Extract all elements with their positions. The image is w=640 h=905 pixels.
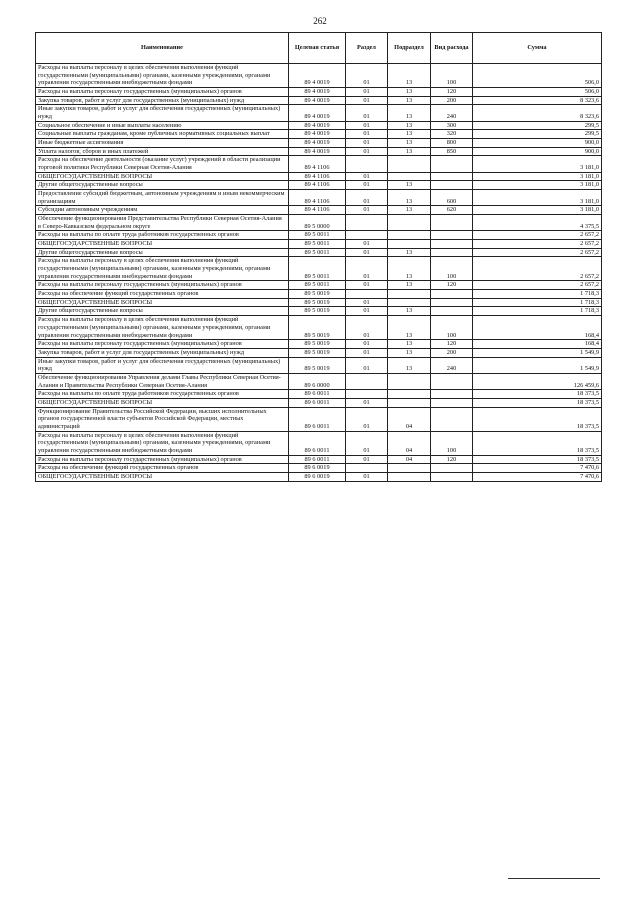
cell-name: Функционирование Правительства Российской Федерации, высших исполнительных органов государственной власти субъектов Российской Федерации, местных администраций	[36, 407, 289, 431]
cell-section: 01	[346, 121, 388, 130]
cell-target-article: 89 5 0011	[289, 248, 346, 257]
cell-subsection	[388, 231, 431, 240]
cell-amount: 8 323,6	[473, 105, 602, 121]
cell-name: Расходы на выплаты персоналу государственных (муниципальных) органов	[36, 281, 289, 290]
cell-target-article: 89 5 0019	[289, 307, 346, 316]
cell-amount: 2 657,2	[473, 257, 602, 281]
cell-section: 01	[346, 316, 388, 340]
cell-expense-type: 120	[431, 281, 473, 290]
table-row	[36, 357, 602, 373]
cell-target-article: 89 5 0019	[289, 290, 346, 299]
cell-name: Социальные выплаты гражданам, кроме публичных нормативных социальных выплат	[36, 130, 289, 139]
cell-subsection: 13	[388, 88, 431, 97]
cell-name: Иные закупки товаров, работ и услуг для обеспечения государственных (муниципальных) нужд	[36, 105, 289, 121]
table-row	[36, 88, 602, 97]
cell-name: Расходы на выплаты персоналу государственных (муниципальных) органов	[36, 340, 289, 349]
cell-subsection	[388, 298, 431, 307]
cell-name: Расходы на выплаты персоналу государственных (муниципальных) органов	[36, 88, 289, 97]
cell-target-article: 89 6 0011	[289, 407, 346, 431]
cell-expense-type: 620	[431, 206, 473, 215]
cell-subsection	[388, 472, 431, 481]
cell-subsection	[388, 172, 431, 181]
cell-section: 01	[346, 281, 388, 290]
cell-amount: 299,5	[473, 130, 602, 139]
cell-amount: 168,4	[473, 316, 602, 340]
cell-target-article: 89 5 0011	[289, 257, 346, 281]
cell-subsection: 13	[388, 281, 431, 290]
cell-section: 01	[346, 206, 388, 215]
cell-name: Другие общегосударственные вопросы	[36, 248, 289, 257]
cell-name: Расходы на выплаты по оплате труда работников государственных органов	[36, 390, 289, 399]
cell-subsection: 13	[388, 348, 431, 357]
cell-target-article: 89 5 0019	[289, 340, 346, 349]
table-row	[36, 156, 602, 172]
table-row	[36, 398, 602, 407]
cell-target-article: 89 6 0011	[289, 455, 346, 464]
cell-amount: 2 657,2	[473, 231, 602, 240]
cell-amount: 506,0	[473, 88, 602, 97]
cell-section	[346, 464, 388, 473]
cell-target-article: 89 4 0019	[289, 121, 346, 130]
cell-name: Другие общегосударственные вопросы	[36, 181, 289, 190]
cell-expense-type: 100	[431, 64, 473, 88]
cell-amount: 18 373,5	[473, 390, 602, 399]
cell-subsection	[388, 398, 431, 407]
cell-expense-type: 120	[431, 88, 473, 97]
cell-name: ОБЩЕГОСУДАРСТВЕННЫЕ ВОПРОСЫ	[36, 398, 289, 407]
cell-amount: 8 323,6	[473, 96, 602, 105]
cell-amount: 3 181,0	[473, 190, 602, 206]
cell-section: 01	[346, 88, 388, 97]
cell-expense-type: 200	[431, 96, 473, 105]
cell-target-article: 89 4 0019	[289, 96, 346, 105]
table-row	[36, 240, 602, 249]
table-row	[36, 147, 602, 156]
header-section: Раздел	[346, 33, 388, 64]
cell-section: 01	[346, 190, 388, 206]
cell-expense-type	[431, 248, 473, 257]
cell-target-article: 89 5 0019	[289, 298, 346, 307]
cell-expense-type	[431, 472, 473, 481]
cell-amount: 2 657,2	[473, 240, 602, 249]
cell-expense-type: 600	[431, 190, 473, 206]
cell-target-article: 89 4 0019	[289, 147, 346, 156]
table-row	[36, 472, 602, 481]
cell-expense-type: 800	[431, 139, 473, 148]
cell-target-article: 89 4 1106	[289, 156, 346, 172]
table-row	[36, 431, 602, 455]
cell-target-article: 89 5 0019	[289, 316, 346, 340]
cell-amount: 2 657,2	[473, 281, 602, 290]
cell-target-article: 89 6 0011	[289, 398, 346, 407]
cell-name: Расходы на обеспечение функций государственных органов	[36, 464, 289, 473]
cell-name: Иные бюджетные ассигнования	[36, 139, 289, 148]
cell-expense-type: 100	[431, 316, 473, 340]
cell-expense-type	[431, 390, 473, 399]
header-amount: Сумма	[473, 33, 602, 64]
cell-amount: 168,4	[473, 340, 602, 349]
cell-expense-type: 850	[431, 147, 473, 156]
cell-name: Иные закупки товаров, работ и услуг для обеспечения государственных (муниципальных) нужд	[36, 357, 289, 373]
cell-name: Закупка товаров, работ и услуг для государственных (муниципальных) нужд	[36, 96, 289, 105]
budget-table	[35, 32, 602, 482]
cell-amount: 18 373,5	[473, 407, 602, 431]
table-row	[36, 121, 602, 130]
cell-subsection: 04	[388, 455, 431, 464]
table-row	[36, 455, 602, 464]
cell-expense-type: 240	[431, 105, 473, 121]
cell-section: 01	[346, 472, 388, 481]
table-row	[36, 172, 602, 181]
cell-name: Уплата налогов, сборов и иных платежей	[36, 147, 289, 156]
cell-section: 01	[346, 407, 388, 431]
cell-amount: 7 470,6	[473, 472, 602, 481]
cell-section	[346, 215, 388, 231]
cell-name: Расходы на обеспечение функций государственных органов	[36, 290, 289, 299]
cell-name: Расходы на обеспечение деятельности (оказание услуг) учреждений в области реализации торговой политики Республики Северная Осетия-Алания	[36, 156, 289, 172]
header-subsection: Подраздел	[388, 33, 431, 64]
cell-section: 01	[346, 398, 388, 407]
cell-section	[346, 231, 388, 240]
cell-amount: 3 181,0	[473, 156, 602, 172]
cell-subsection: 13	[388, 190, 431, 206]
cell-section: 01	[346, 130, 388, 139]
page-number: 262	[313, 16, 327, 26]
cell-amount: 3 181,0	[473, 206, 602, 215]
cell-section: 01	[346, 248, 388, 257]
cell-subsection: 13	[388, 248, 431, 257]
cell-amount: 1 718,3	[473, 307, 602, 316]
cell-subsection	[388, 373, 431, 389]
cell-expense-type: 120	[431, 455, 473, 464]
cell-expense-type	[431, 464, 473, 473]
cell-section: 01	[346, 455, 388, 464]
cell-name: Расходы на выплаты персоналу государственных (муниципальных) органов	[36, 455, 289, 464]
table-row	[36, 390, 602, 399]
cell-expense-type	[431, 231, 473, 240]
cell-amount: 900,0	[473, 139, 602, 148]
cell-amount: 18 373,5	[473, 431, 602, 455]
cell-name: ОБЩЕГОСУДАРСТВЕННЫЕ ВОПРОСЫ	[36, 298, 289, 307]
cell-expense-type	[431, 290, 473, 299]
cell-name: Социальное обеспечение и иные выплаты населению	[36, 121, 289, 130]
header-row	[36, 33, 602, 64]
table-row	[36, 206, 602, 215]
cell-subsection	[388, 156, 431, 172]
cell-expense-type	[431, 373, 473, 389]
cell-name: Расходы на выплаты персоналу в целях обеспечения выполнения функций государственными (муниципальными) органами, казенными учреждениями, органами управления государственными внебюджетными фондами	[36, 64, 289, 88]
cell-expense-type	[431, 298, 473, 307]
cell-name: Обеспечение функционирования Управления делами Главы Республики Северная Осетия-Алания и Правительства Республики Северная Осетия-Алания	[36, 373, 289, 389]
footer-rule	[508, 878, 600, 879]
table-row	[36, 307, 602, 316]
table-row	[36, 464, 602, 473]
cell-expense-type: 300	[431, 121, 473, 130]
table-row	[36, 257, 602, 281]
cell-subsection: 13	[388, 121, 431, 130]
cell-section: 01	[346, 64, 388, 88]
cell-amount: 900,0	[473, 147, 602, 156]
cell-name: Расходы на выплаты по оплате труда работников государственных органов	[36, 231, 289, 240]
table-row	[36, 281, 602, 290]
cell-section: 01	[346, 147, 388, 156]
cell-amount: 1 549,9	[473, 357, 602, 373]
table-row	[36, 231, 602, 240]
cell-section	[346, 373, 388, 389]
cell-target-article: 89 6 0019	[289, 464, 346, 473]
cell-target-article: 89 5 0011	[289, 281, 346, 290]
table-row	[36, 181, 602, 190]
cell-expense-type	[431, 156, 473, 172]
cell-subsection	[388, 290, 431, 299]
table-row	[36, 64, 602, 88]
cell-subsection: 13	[388, 340, 431, 349]
cell-target-article: 89 4 0019	[289, 88, 346, 97]
cell-target-article: 89 4 0019	[289, 130, 346, 139]
cell-section: 01	[346, 257, 388, 281]
cell-section	[346, 390, 388, 399]
cell-name: Предоставление субсидий бюджетным, автономным учреждениям и иным некоммерческим организациям	[36, 190, 289, 206]
header-expense-type: Вид расхода	[431, 33, 473, 64]
cell-amount: 1 718,3	[473, 290, 602, 299]
cell-subsection: 13	[388, 64, 431, 88]
cell-subsection: 13	[388, 96, 431, 105]
cell-amount: 1 549,9	[473, 348, 602, 357]
cell-subsection: 13	[388, 206, 431, 215]
cell-amount: 3 181,0	[473, 172, 602, 181]
cell-section: 01	[346, 298, 388, 307]
cell-target-article: 89 5 0019	[289, 357, 346, 373]
cell-expense-type: 100	[431, 257, 473, 281]
table-row	[36, 139, 602, 148]
table-body	[36, 64, 602, 482]
table-row	[36, 348, 602, 357]
cell-expense-type	[431, 307, 473, 316]
table-row	[36, 316, 602, 340]
cell-name: Закупка товаров, работ и услуг для государственных (муниципальных) нужд	[36, 348, 289, 357]
table-row	[36, 248, 602, 257]
cell-section: 01	[346, 240, 388, 249]
table-row	[36, 298, 602, 307]
cell-subsection: 13	[388, 139, 431, 148]
cell-target-article: 89 4 0019	[289, 139, 346, 148]
cell-amount: 7 470,6	[473, 464, 602, 473]
cell-target-article: 89 5 0011	[289, 231, 346, 240]
cell-expense-type: 120	[431, 340, 473, 349]
cell-amount: 3 181,0	[473, 181, 602, 190]
cell-amount: 2 657,2	[473, 248, 602, 257]
cell-subsection: 13	[388, 316, 431, 340]
cell-amount: 18 373,5	[473, 398, 602, 407]
cell-expense-type: 240	[431, 357, 473, 373]
cell-amount: 506,0	[473, 64, 602, 88]
cell-target-article: 89 6 0011	[289, 390, 346, 399]
table-row	[36, 96, 602, 105]
cell-name: Расходы на выплаты персоналу в целях обеспечения выполнения функций государственными (муниципальными) органами, казенными учреждениями, органами управления государственными внебюджетными фондами	[36, 257, 289, 281]
cell-expense-type	[431, 407, 473, 431]
cell-subsection	[388, 390, 431, 399]
cell-name: Обеспечение функционирования Представительства Республики Северная Осетия-Алания в Северо-Кавказском федеральном округе	[36, 215, 289, 231]
cell-target-article: 89 6 0000	[289, 373, 346, 389]
cell-subsection: 13	[388, 307, 431, 316]
cell-expense-type	[431, 398, 473, 407]
cell-amount: 4 375,5	[473, 215, 602, 231]
table-header	[36, 33, 602, 64]
cell-subsection: 13	[388, 357, 431, 373]
cell-target-article: 89 4 1106	[289, 172, 346, 181]
cell-section: 01	[346, 307, 388, 316]
cell-section: 01	[346, 181, 388, 190]
cell-section	[346, 290, 388, 299]
cell-name: Расходы на выплаты персоналу в целях обеспечения выполнения функций государственными (муниципальными) органами, казенными учреждениями, органами управления государственными внебюджетными фондами	[36, 316, 289, 340]
cell-section: 01	[346, 172, 388, 181]
cell-target-article: 89 5 0000	[289, 215, 346, 231]
cell-subsection	[388, 240, 431, 249]
cell-expense-type: 200	[431, 348, 473, 357]
cell-target-article: 89 4 1106	[289, 190, 346, 206]
cell-section: 01	[346, 96, 388, 105]
cell-section	[346, 156, 388, 172]
cell-expense-type	[431, 240, 473, 249]
cell-section: 01	[346, 431, 388, 455]
cell-target-article: 89 4 0019	[289, 64, 346, 88]
cell-name: ОБЩЕГОСУДАРСТВЕННЫЕ ВОПРОСЫ	[36, 172, 289, 181]
cell-target-article: 89 5 0011	[289, 240, 346, 249]
table-row	[36, 105, 602, 121]
cell-name: Другие общегосударственные вопросы	[36, 307, 289, 316]
table-row	[36, 340, 602, 349]
cell-section: 01	[346, 357, 388, 373]
cell-subsection: 13	[388, 147, 431, 156]
cell-subsection: 13	[388, 105, 431, 121]
cell-name: Расходы на выплаты персоналу в целях обеспечения выполнения функций государственными (муниципальными) органами, казенными учреждениями, органами управления государственными внебюджетными фондами	[36, 431, 289, 455]
cell-target-article: 89 4 1106	[289, 181, 346, 190]
cell-target-article: 89 5 0019	[289, 348, 346, 357]
table-row	[36, 290, 602, 299]
cell-subsection: 04	[388, 407, 431, 431]
cell-amount: 126 459,6	[473, 373, 602, 389]
cell-subsection	[388, 464, 431, 473]
cell-expense-type	[431, 172, 473, 181]
cell-expense-type	[431, 215, 473, 231]
table-row	[36, 373, 602, 389]
cell-section: 01	[346, 105, 388, 121]
cell-name: Субсидии автономным учреждениям	[36, 206, 289, 215]
table-row	[36, 215, 602, 231]
cell-subsection	[388, 215, 431, 231]
cell-expense-type	[431, 181, 473, 190]
cell-subsection: 13	[388, 130, 431, 139]
cell-target-article: 89 4 0019	[289, 105, 346, 121]
cell-expense-type: 100	[431, 431, 473, 455]
cell-amount: 18 373,5	[473, 455, 602, 464]
table-row	[36, 407, 602, 431]
header-target-article: Целевая статья	[289, 33, 346, 64]
cell-section: 01	[346, 348, 388, 357]
cell-subsection: 04	[388, 431, 431, 455]
table-row	[36, 130, 602, 139]
header-name: Наименование	[36, 33, 289, 64]
table-row	[36, 190, 602, 206]
cell-target-article: 89 4 1106	[289, 206, 346, 215]
cell-subsection: 13	[388, 181, 431, 190]
cell-name: ОБЩЕГОСУДАРСТВЕННЫЕ ВОПРОСЫ	[36, 472, 289, 481]
cell-section: 01	[346, 139, 388, 148]
cell-amount: 299,5	[473, 121, 602, 130]
cell-expense-type: 320	[431, 130, 473, 139]
cell-name: ОБЩЕГОСУДАРСТВЕННЫЕ ВОПРОСЫ	[36, 240, 289, 249]
cell-target-article: 89 6 0019	[289, 472, 346, 481]
cell-subsection: 13	[388, 257, 431, 281]
cell-amount: 1 718,3	[473, 298, 602, 307]
cell-target-article: 89 6 0011	[289, 431, 346, 455]
cell-section: 01	[346, 340, 388, 349]
